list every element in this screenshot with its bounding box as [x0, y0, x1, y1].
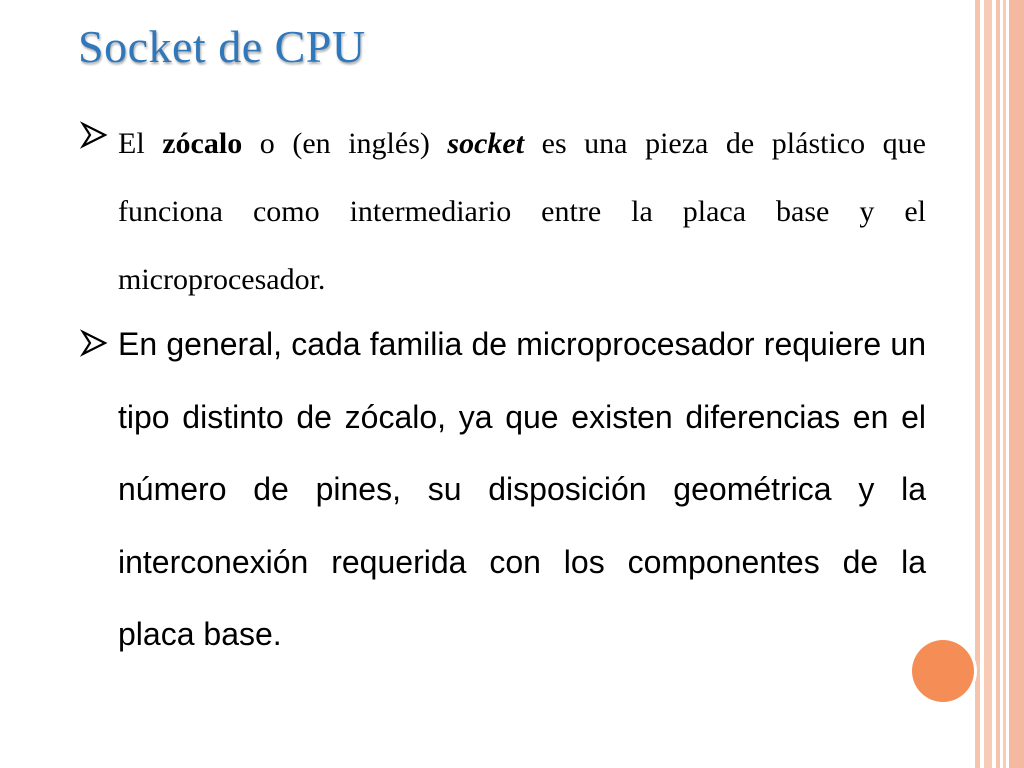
bullet-text: En general, cada familia de microprocesador requiere un tipo distinto de zócalo, ya que existen diferencias en el número de pines, su disposición geométrica y la interconexión requerida con los componentes de la placa base. — [118, 326, 926, 652]
decorative-stripe — [975, 0, 980, 768]
arrow-bullet-icon — [80, 329, 108, 357]
term-zocalo: zócalo — [162, 127, 243, 160]
decorative-stripe — [1009, 0, 1024, 768]
decorative-stripe — [1003, 0, 1006, 768]
bullet-item — [80, 308, 926, 671]
arrow-bullet-icon — [80, 121, 108, 149]
decorative-stripe — [984, 0, 992, 768]
decorative-stripe — [996, 0, 1000, 768]
bullet-text: El zócalo o (en inglés) socket es una pieza de plástico que funciona como intermediario entre la placa base y el microprocesador. — [118, 127, 926, 296]
accent-dot — [912, 640, 974, 702]
bullet-item — [80, 110, 926, 314]
slide-title: Socket de CPU — [78, 21, 366, 72]
term-socket: socket — [447, 127, 525, 160]
